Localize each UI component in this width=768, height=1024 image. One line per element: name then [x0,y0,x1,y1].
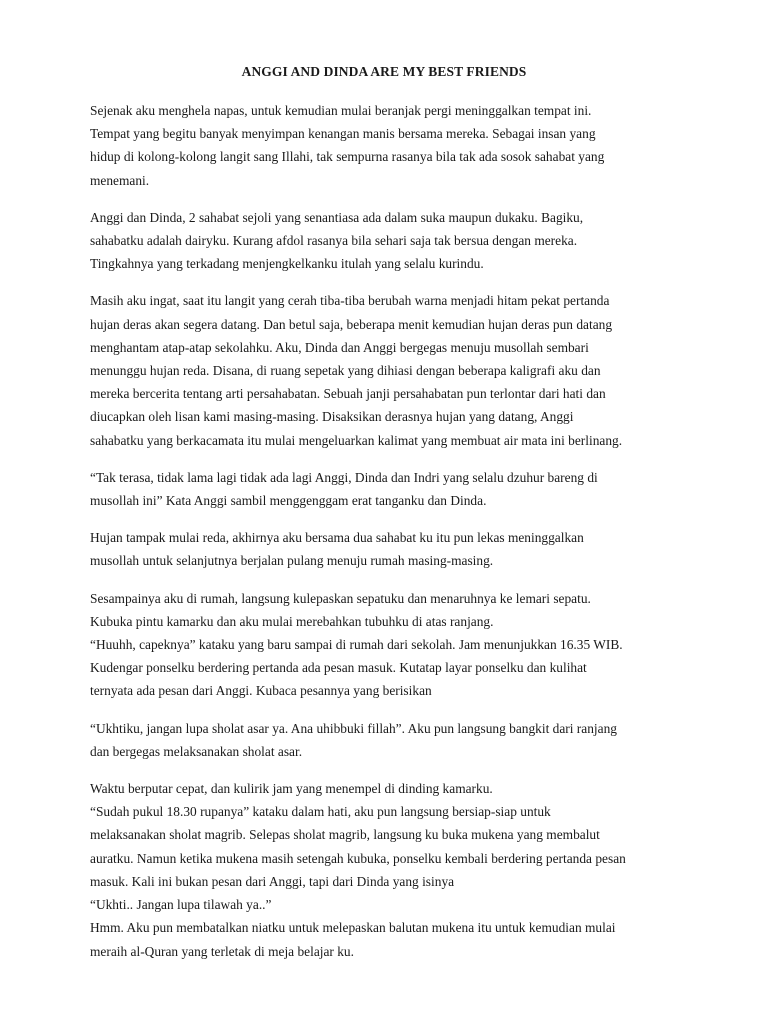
text-line: “Huuhh, capeknya” kataku yang baru sampai di rumah dari sekolah. Jam menunjukkan 16.35 WIB. [90,637,623,653]
text-line: auratku. Namun ketika mukena masih setengah kubuka, ponselku kembali berdering pertanda pesan [90,850,626,866]
text-line: musollah ini” Kata Anggi sambil menggenggam erat tanganku dan Dinda. [90,493,487,509]
text-line: musollah untuk selanjutnya berjalan pulang menuju rumah masing-masing. [90,553,494,569]
text-line: Sejenak aku menghela napas, untuk kemudian mulai beranjak pergi meninggalkan tempat ini. [90,103,592,118]
paragraph [90,289,700,451]
document-body [90,99,700,977]
text-line: “Ukhtiku, jangan lupa sholat asar ya. Ana uhibbuki fillah”. Aku pun langsung bangkit dari ranjang [90,720,617,736]
document-title: ANGGI AND DINDA ARE MY BEST FRIENDS [241,64,527,79]
text-line: menghantam atap-atap sekolahku. Aku, Dinda dan Anggi bergegas menuju musollah sembari [90,339,589,355]
text-line: hujan deras akan segera datang. Dan betul saja, beberapa menit kemudian hujan deras pun datang [90,316,613,332]
text-line: sahabatku yang berkacamata itu mulai mengeluarkan kalimat yang membuat air mata ini berlinang. [90,432,623,448]
text-line: “Tak terasa, tidak lama lagi tidak ada lagi Anggi, Dinda dan Indri yang selalu dzuhur bareng di [90,469,598,485]
paragraph [90,717,700,763]
paragraph [90,206,700,276]
text-line: Hmm. Aku pun membatalkan niatku untuk melepaskan balutan mukena itu untuk kemudian mulai [90,920,616,936]
text-line: dan bergegas melaksanakan sholat asar. [90,743,303,759]
text-line: menemani. [90,172,150,188]
text-line: Masih aku ingat, saat itu langit yang cerah tiba-tiba berubah warna menjadi hitam pekat pertanda [90,293,610,309]
text-line: masuk. Kali ini bukan pesan dari Anggi, tapi dari Dinda yang isinya [90,873,455,889]
text-line: melaksanakan sholat magrib. Selepas sholat magrib, langsung ku buka mukena yang membalut [90,827,600,843]
text-line: Hujan tampak mulai reda, akhirnya aku bersama dua sahabat ku itu pun lekas meninggalkan [90,530,584,546]
text-line: meraih al-Quran yang terletak di meja belajar ku. [90,943,354,959]
paragraph [90,777,700,963]
text-line: “Ukhti.. Jangan lupa tilawah ya..” [90,897,272,913]
text-line: Sesampainya aku di rumah, langsung kulepaskan sepatuku dan menaruhnya ke lemari sepatu. [90,590,591,606]
text-line: sahabatku adalah dairyku. Kurang afdol rasanya bila sehari saja tak bersua dengan mereka. [90,233,578,249]
paragraph [90,587,700,703]
text-line: Tingkahnya yang terkadang menjengkelkanku itulah yang selalu kurindu. [90,256,484,272]
text-line: menunggu hujan reda. Disana, di ruang sepetak yang dihiasi dengan beberapa kaligrafi aku dan [90,363,601,379]
text-line: Anggi dan Dinda, 2 sahabat sejoli yang senantiasa ada dalam suka maupun dukaku. Bagiku, [90,209,584,225]
text-line: Kubuka pintu kamarku dan aku mulai merebahkan tubuhku di atas ranjang. [90,613,494,629]
text-line: mereka bercerita tentang arti persahabatan. Sebuah janji persahabatan pun terlontar dari hati dan [90,386,606,402]
paragraph [90,99,700,192]
text-line: Kudengar ponselku berdering pertanda ada pesan masuk. Kutatap layar ponselku dan kulihat [90,660,587,676]
text-line: “Sudah pukul 18.30 rupanya” kataku dalam hati, aku pun langsung bersiap-siap untuk [90,804,551,820]
text-line: Tempat yang begitu banyak menyimpan kenangan manis bersama mereka. Sebagai insan yang [90,126,596,142]
paragraph [90,526,700,572]
text-line: diucapkan oleh lisan kami masing-masing. Disaksikan derasnya hujan yang datang, Anggi [90,409,574,425]
paragraph [90,466,700,512]
text-line: ternyata ada pesan dari Anggi. Kubaca pesannya yang berisikan [90,683,432,699]
text-line: hidup di kolong-kolong langit sang Illahi, tak sempurna rasanya bila tak ada sosok sahabat yang [90,149,605,165]
text-line: Waktu berputar cepat, dan kulirik jam yang menempel di dinding kamarku. [90,781,493,797]
